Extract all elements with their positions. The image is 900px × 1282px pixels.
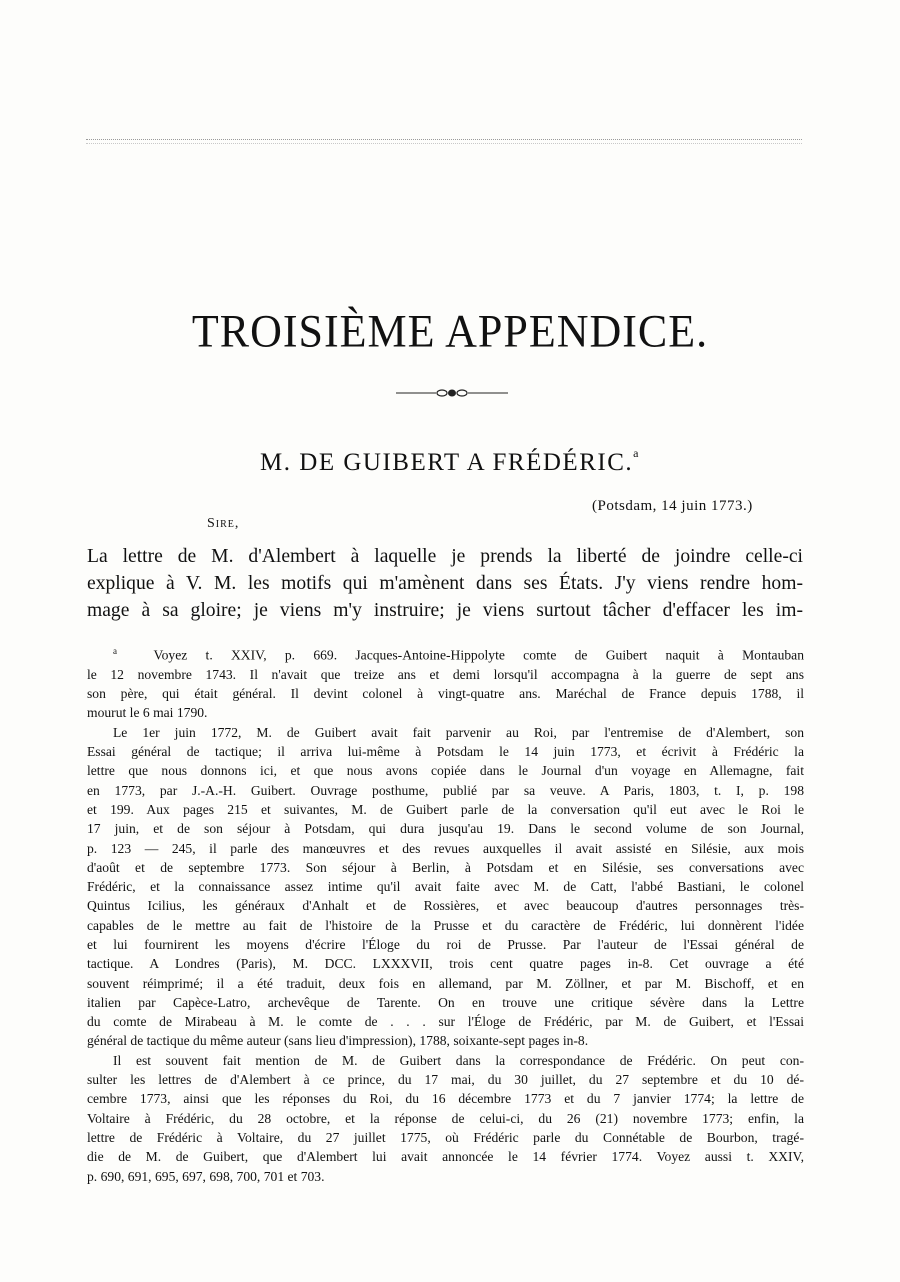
footnote-line: Le 1er juin 1772, M. de Guibert avait fait parvenir au Roi, par l'entremise de d'Alembert, son xyxy=(113,724,804,740)
footnote-line: et 199. Aux pages 215 et suivantes, M. de Guibert parle de la conversation qu'il eut avec le Roi le xyxy=(87,801,804,817)
footnote-line: Frédéric, et la connaissance assez intime qu'il avait faite avec M. de Catt, l'abbé Bastiani, le colonel xyxy=(87,879,804,895)
footnote-line: 17 juin, et de son séjour à Potsdam, qui dura jusqu'au 19. Dans le second volume de son Journal, xyxy=(87,821,804,837)
footnote-line: die de M. de Guibert, que d'Alembert lui avait annoncée le 14 février 1774. Voyez aussi t. XXIV, xyxy=(87,1149,804,1165)
footnote-line: sulter les lettres de d'Alembert à ce prince, du 17 mai, du 30 juillet, du 27 septembre et du 10 dé- xyxy=(87,1072,804,1088)
letter-body xyxy=(87,543,803,624)
footnote-line: et lui fournirent les moyens d'écrire l'Éloge du roi de Prusse. Par l'auteur de l'Essai général de xyxy=(87,936,804,952)
salutation: Sire, xyxy=(207,516,240,531)
footnote-line: italien par Capèce-Latro, archevêque de Tarente. On en trouve une critique sévère dans la Lettre xyxy=(87,994,804,1010)
footnote-line: Voltaire à Frédéric, du 28 octobre, et la réponse de celui-ci, du 26 (21) novembre 1773; enfin, la xyxy=(87,1110,804,1126)
dateline: (Potsdam, 14 juin 1773.) xyxy=(592,498,753,514)
footnote-line: d'août et de septembre 1773. Son séjour à Berlin, à Potsdam et en Silésie, ses conversations avec xyxy=(87,859,804,875)
page-title: TROISIÈME APPENDICE. xyxy=(191,305,709,358)
ornament-divider xyxy=(396,387,508,399)
footnote-line: tactique. A Londres (Paris), M. DCC. LXXXVII, trois cent quatre pages in-8. Cet ouvrage a été xyxy=(87,956,804,972)
footnote-line: Quintus Icilius, les généraux d'Anhalt et de Rossières, et avec beaucoup d'autres personnages très- xyxy=(87,898,804,914)
footnote-line: p. 690, 691, 695, 697, 698, 700, 701 et 703. xyxy=(87,1168,325,1184)
footnote-line: le 12 novembre 1743. Il n'avait que treize ans et demi lorsqu'il accompagna à la guerre de sept ans xyxy=(87,666,804,682)
letter-heading xyxy=(0,445,900,477)
footnote-line: mourut le 6 mai 1790. xyxy=(87,705,208,721)
footnote-line-text: Voyez t. XXIV, p. 669. Jacques-Antoine-Hippolyte comte de Guibert naquit à Montauban xyxy=(153,647,804,663)
footnote-line: en 1773, par J.-A.-H. Guibert. Ouvrage posthume, publié par sa veuve. A Paris, 1803, t. I, p. 198 xyxy=(87,782,804,798)
letter-heading-text: M. DE GUIBERT A FRÉDÉRIC. xyxy=(260,449,634,476)
footnote-marker: a xyxy=(113,646,117,656)
footnote-line: son père, qui était général. Il devint colonel à vingt-quatre ans. Maréchal de France depuis 1788, il xyxy=(87,686,804,702)
footnote-line: capables de le mettre au fait de l'histoire de la Prusse et du caractère de Frédéric, lui donnèrent l'idée xyxy=(87,917,804,933)
letter-line: La lettre de M. d'Alembert à laquelle je prends la liberté de joindre celle-ci xyxy=(87,546,803,567)
footnote-line: Essai général de tactique; il arriva lui-même à Potsdam le 14 juin 1773, et écrivit à Frédéric la xyxy=(87,744,804,760)
footnote-line xyxy=(87,642,804,665)
footnote-line: du comte de Mirabeau à M. le comte de . . . sur l'Éloge de Frédéric, par M. de Guibert, et l'Essai xyxy=(87,1014,804,1030)
footnote-line: lettre de Frédéric à Voltaire, du 27 juillet 1775, où Frédéric parle du Connétable de Bourbon, tragé- xyxy=(87,1129,804,1145)
footnote-line: souvent réimprimé; il a été traduit, deux fois en allemand, par M. Zöllner, et par M. Bischoff, et en xyxy=(87,975,804,991)
heading-note-marker: a xyxy=(633,445,640,460)
letter-line: explique à V. M. les motifs qui m'amènent dans ses États. J'y viens rendre hom- xyxy=(87,573,803,594)
footnote-line: lettre que nous donnons ici, et que nous avons copiée dans le Journal d'un voyage en Allemagne, fait xyxy=(87,763,804,779)
footnote-line: général de tactique du même auteur (sans lieu d'impression), 1788, soixante-sept pages in-8. xyxy=(87,1033,589,1049)
top-rule-secondary xyxy=(86,143,802,144)
footnote-line: Il est souvent fait mention de M. de Guibert dans la correspondance de Frédéric. On peut con- xyxy=(113,1052,804,1068)
top-rule xyxy=(86,139,802,140)
footnote xyxy=(87,642,804,1186)
footnote-line: cembre 1773, ainsi que les réponses du Roi, du 16 décembre 1773 et du 7 janvier 1774; la lettre de xyxy=(87,1091,804,1107)
letter-line: mage à sa gloire; je viens m'y instruire; je viens surtout tâcher d'effacer les im- xyxy=(87,600,803,621)
footnote-line: p. 123 — 245, il parle des manœuvres et des revues auxquelles il avait assisté en Silésie, aux mois xyxy=(87,840,804,856)
